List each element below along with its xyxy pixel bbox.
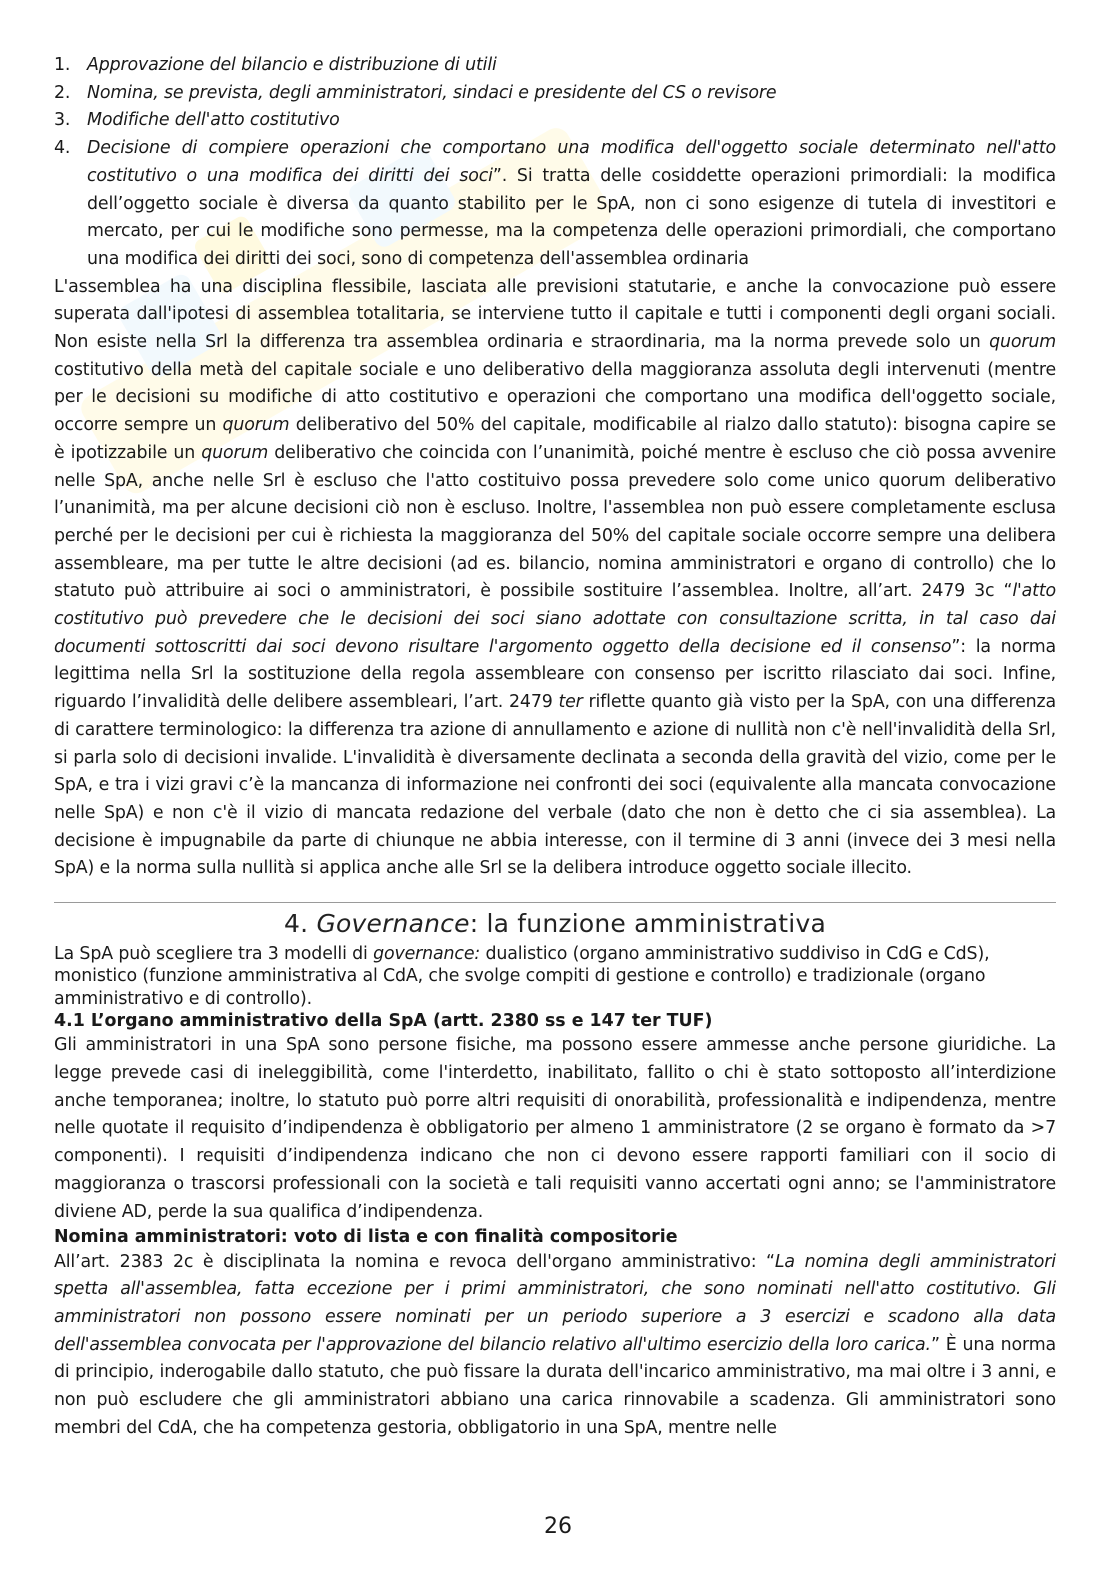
list-item xyxy=(54,80,1056,108)
paragraph-amministratori: Gli amministratori in una SpA sono persone fisiche, ma possono essere ammesse anche persone giuridiche. La legge prevede casi di ineleggibilità, come l'interdetto, inabilitato, fallito o chi è stato sottoposto all’interdizione anche temporanea; inoltre, lo statuto può porre altri requisiti di onorabilità, professionalità e indipendenza, mentre nelle quotate il requisito d’indipendenza è obbligatorio per almeno 1 amministratore (2 se organo è formato da >7 componenti). I requisiti d’indipendenza indicano che non ci devono essere rapporti familiari con il socio di maggioranza o trascorsi professionali con la società e tali requisiti vanno accertati ogni anno; se l'amministratore diviene AD, perde la sua qualifica d’indipendenza. xyxy=(54,1035,1056,1222)
list-item xyxy=(54,107,1056,135)
subsection-heading: 4.1 L’organo amministrativo della SpA (artt. 2380 ss e 147 ter TUF) xyxy=(54,1010,713,1031)
list-text: ”. Si tratta delle cosiddette operazioni primordiali: la modifica dell’oggetto sociale è diversa da quanto stabilito per le SpA, non ci sono esigenze di tutela di investitori e mercato, per cui le modifiche sono permesse, ma la competenza delle operazioni primordiali, che comportano una modifica dei diritti dei soci, sono di competenza dell'assemblea ordinaria xyxy=(87,165,1057,269)
bold-heading-nomina: Nomina amministratori: voto di lista e con finalità compositorie xyxy=(54,1227,678,1248)
list-text-italic: Decisione di compiere operazioni che comportano una modifica dell'oggetto sociale determinato nell'atto costitutivo o una modifica dei diritti dei soci xyxy=(87,138,1056,186)
list-number: 2. xyxy=(54,82,71,103)
list-text: Approvazione del bilancio e distribuzione di utili xyxy=(87,55,497,75)
section-title: 4. Governance: la funzione amministrativa xyxy=(284,909,826,939)
list-text: Modifiche dell'atto costitutivo xyxy=(87,110,340,131)
page-number: 26 xyxy=(544,1514,572,1539)
list-item xyxy=(54,135,1056,274)
list-number: 4. xyxy=(54,138,71,159)
section-divider xyxy=(54,902,1056,903)
list-text: Nomina, se prevista, degli amministratori, sindaci e presidente del CS o revisore xyxy=(87,82,777,103)
paragraph-governance: La SpA può scegliere tra 3 modelli di governance: dualistico (organo amministrativo suddiviso in CdG e CdS), monistico (funzione amministrativa al CdA, che svolge compiti di gestione e controllo) e tradizionale (organo amministrativo e di controllo). xyxy=(54,944,990,1009)
list-item xyxy=(54,52,1056,80)
document-page xyxy=(54,52,1056,1442)
paragraph-nomina: All’art. 2383 2c è disciplinata la nomina e revoca dell'organo amministrativo: “La nomina degli amministratori spetta all'assemblea, fatta eccezione per i primi amministratori, che sono nominati nell'atto costitutivo. Gli amministratori non possono essere nominati per un periodo superiore a 3 esercizi e scadono alla data dell'assemblea convocata per l'approvazione del bilancio relativo all'ultimo esercizio della loro carica.” È una norma di principio, inderogabile dallo statuto, che può fissare la durata dell'incarico amministrativo, ma mai oltre i 3 anni, e non può escludere che gli amministratori abbiano una carica rinnovabile a scadenza. Gli amministratori sono membri del CdA, che ha competenza gestoria, obbligatorio in una SpA, mentre nelle xyxy=(54,1251,1056,1438)
list-number: 3. xyxy=(54,110,71,131)
numbered-list xyxy=(54,52,1056,274)
paragraph-assemblea: L'assemblea ha una disciplina flessibile, lasciata alle previsioni statutarie, e anche la convocazione può essere superata dall'ipotesi di assemblea totalitaria, se interviene tutto il capitale e tutti i componenti degli organi sociali. Non esiste nella Srl la differenza tra assemblea ordinaria e straordinaria, ma la norma prevede solo un quorum costitutivo della metà del capitale sociale e uno deliberativo della maggioranza assoluta degli intervenuti (mentre per le decisioni su modifiche di atto costitutivo e operazioni che comportano una modifica dell'oggetto sociale, occorre sempre un quorum deliberativo del 50% del capitale, modificabile al rialzo dallo statuto): bisogna capire se è ipotizzabile un quorum deliberativo che coincida con l’unanimità, poiché mentre è escluso che ciò possa avvenire nelle SpA, anche nelle Srl è escluso che l'atto costituivo possa prevedere solo come unico quorum deliberativo l’unanimità, ma per alcune decisioni ciò non è escluso. Inoltre, l'assemblea non può essere completamente esclusa perché per le decisioni per cui è richiesta la maggioranza del 50% del capitale sociale occorre sempre una delibera assembleare, ma per tutte le altre decisioni (ad es. bilancio, nomina amministratori e organo di controllo) che lo statuto può attribuire ai soci o amministratori, è possibile sostituire l’assemblea. Inoltre, all’art. 2479 3c “l'atto costitutivo può prevedere che le decisioni dei soci siano adottate con consultazione scritta, in tal caso dai documenti sottoscritti dai soci devono risultare l'argomento oggetto della decisione ed il consenso”: la norma legittima nella Srl la sostituzione della regola assembleare con consenso per iscritto rilasciato dai soci. Infine, riguardo l’invalidità delle delibere assembleari, l’art. 2479 ter riflette quanto già visto per la SpA, con una differenza di carattere terminologico: la differenza tra azione di annullamento e azione di nullità non c'è nell'invalidità della Srl, si parla solo di decisioni invalide. L'invalidità è diversamente declinata a seconda della gravità del vizio, come per le SpA, e tra i vizi gravi c’è la mancanza di informazione nei confronti dei soci (equivalente alla mancata convocazione nelle SpA) e non c'è il vizio di mancata redazione del verbale (dato che non è detto che ci sia assemblea). La decisione è impugnabile da parte di chiunque ne abbia interesse, con il termine di 3 anni (invece dei 3 mesi nella SpA) e la norma sulla nullità si applica anche alle Srl se la delibera introduce oggetto sociale illecito. xyxy=(54,276,1056,879)
list-number: 1. xyxy=(54,55,71,75)
